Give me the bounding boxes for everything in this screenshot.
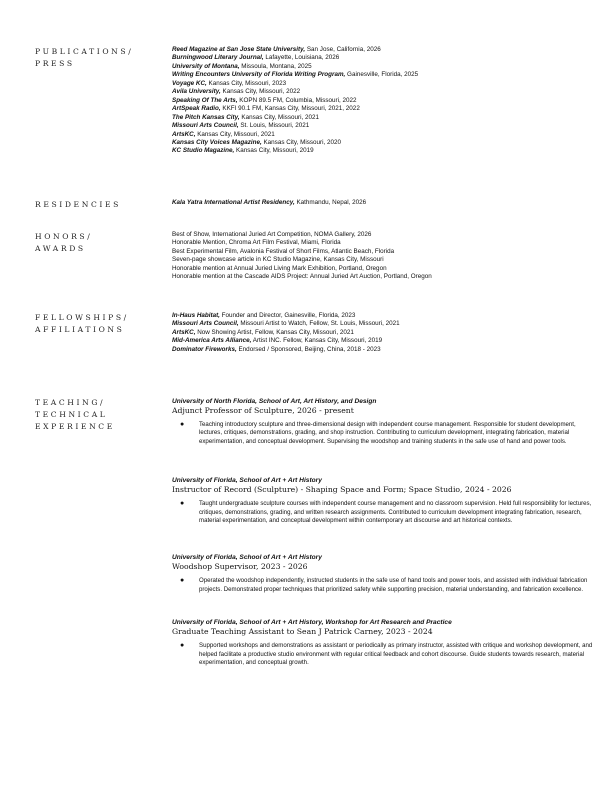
publications-item-name: University of Montana, xyxy=(172,62,240,70)
teaching-entry-description xyxy=(172,421,597,446)
publications-item-detail: Kansas City, Missouri, 2022 xyxy=(220,88,301,96)
publications-item xyxy=(172,88,597,96)
teaching-entry-role: Instructor of Record (Sculpture) - Shaping Space and Form; Space Studio, 2024 - 2026 xyxy=(172,485,512,495)
residencies-heading: RESIDENCIES xyxy=(35,200,121,209)
fellowships-heading: FELLOWSHIPS/ AFFILIATIONS xyxy=(35,313,129,334)
publications-item-name: ArtsKC, xyxy=(172,130,196,138)
fellowships-item xyxy=(172,320,597,328)
teaching-entry xyxy=(172,618,597,667)
bullet-icon: ● xyxy=(180,642,185,650)
teaching-entry-org: University of Florida, School of Art + Art History, Workshop for Art Research and Practice xyxy=(172,619,452,627)
publications-item xyxy=(172,71,597,79)
teaching-entry-description-text: Taught undergraduate sculpture courses with independent course management and no classroom supervision. Held full responsibility for lectures, critiques, demonstrations, grading, and written research assignments. Contributed to curriculum development integrating fabrication, research, material experimentation, and conceptual development within contemporary art discourse and art historical contexts. xyxy=(199,500,592,525)
publications-item-name: KC Studio Magazine, xyxy=(172,147,235,155)
publications-item-name: Speaking Of The Arts, xyxy=(172,96,238,104)
teaching-entry-org: University of Florida, School of Art + Art History xyxy=(172,477,322,485)
honors-item: Honorable Mention, Chroma Art Film Festival, Miami, Florida xyxy=(172,239,341,247)
publications-item-detail: Lafayette, Louisiana, 2026 xyxy=(263,54,340,62)
publications-list xyxy=(172,46,597,156)
fellowships-item xyxy=(172,329,597,337)
fellowships-item-name: Missouri Arts Council, xyxy=(172,320,239,328)
teaching-entry-description-text: Operated the woodshop independently, instructed students in the safe use of hand tools and power tools, and assisted with individual fabrication projects. Demonstrated proper techniques that prioritized safety while supporting precision, material understanding, and fabrication excellence. xyxy=(199,577,588,593)
publications-item-name: Reed Magazine at San Jose State University, xyxy=(172,46,306,53)
teaching-entry-description xyxy=(172,500,597,525)
teaching-entries xyxy=(172,397,597,667)
publications-item xyxy=(172,122,597,130)
teaching-entry-description xyxy=(172,577,597,594)
teaching-entry-role: Woodshop Supervisor, 2023 - 2026 xyxy=(172,562,308,572)
publications-item xyxy=(172,63,597,71)
publications-item-name: Voyage KC, xyxy=(172,79,207,87)
publications-item-detail: St. Louis, Missouri, 2021 xyxy=(238,122,310,130)
publications-item-detail: KOPN 89.5 FM, Columbia, Missouri, 2022 xyxy=(237,96,357,104)
publications-item-detail: Gainesville, Florida, 2025 xyxy=(345,71,419,79)
publications-item-detail: Kansas City, Missouri, 2023 xyxy=(206,79,287,87)
publications-item-name: The Pitch Kansas City, xyxy=(172,113,240,121)
honors-heading: HONORS/ AWARDS xyxy=(35,232,93,253)
publications-item xyxy=(172,147,597,155)
residencies-item-name: Kala Yatra International Artist Residency, xyxy=(172,199,295,206)
honors-list xyxy=(172,231,597,282)
residencies-list xyxy=(172,199,597,207)
honors-item: Honorable mention at the Cascade AIDS Project: Annual Juried Art Auction, Portland, Oregon xyxy=(172,273,432,281)
publications-item-name: Kansas City Voices Magazine, xyxy=(172,138,262,146)
publications-item-name: ArtSpeak Radio, xyxy=(172,105,221,113)
fellowships-item-detail: Now Showing Artist, Fellow, Kansas City, Missouri, 2021 xyxy=(195,328,354,336)
publications-item xyxy=(172,80,597,88)
publications-item xyxy=(172,54,597,62)
teaching-entry-role: Graduate Teaching Assistant to Sean J Patrick Carney, 2023 - 2024 xyxy=(172,627,433,637)
honors-item: Best Experimental Film, Avalonia Festival of Short Films, Atlantic Beach, Florida xyxy=(172,247,395,255)
publications-item-name: Missouri Arts Council, xyxy=(172,122,239,130)
teaching-entry-description xyxy=(172,642,597,667)
bullet-icon: ● xyxy=(180,577,185,585)
teaching-entry-description-text: Supported workshops and demonstrations as assistant or periodically as primary instructor, assisted with critique and workshop development, and helped facilitate a productive studio environment with regular critical feedback and cohort discourse. Guide students towards research, material experimentation, and conceptual growth. xyxy=(199,642,593,667)
fellowships-item xyxy=(172,312,597,320)
fellowships-item-name: In-Haus Habitat, xyxy=(172,312,220,319)
publications-item xyxy=(172,131,597,139)
honors-item: Best of Show, International Juried Art Competition, NOMA Gallery, 2026 xyxy=(172,231,372,238)
publications-item-detail: KKFI 90.1 FM, Kansas City, Missouri, 2021, 2022 xyxy=(220,105,360,113)
teaching-entry-description-text: Teaching introductory sculpture and three-dimensional design with independent course management. Responsible for student development, lectures, critiques, demonstrations, grading, and shop instruction. Contributing to curriculum development, integrating fabrication, material experimentation, and conceptual development. Supervising the woodshop and training students in the safe use of hand and power tools. xyxy=(199,421,576,445)
teaching-heading: TEACHING/ TECHNICAL EXPERIENCE xyxy=(35,398,115,431)
publications-item xyxy=(172,46,597,54)
teaching-entry-role: Adjunct Professor of Sculpture, 2026 - present xyxy=(172,406,354,415)
publications-item-name: Writing Encounters University of Florida Writing Program, xyxy=(172,71,346,79)
publications-item-name: Burningwood Literary Journal, xyxy=(172,54,264,62)
fellowships-item-name: ArtsKC, xyxy=(172,328,196,336)
publications-item-detail: Kansas City, Missouri, 2021 xyxy=(239,113,319,121)
publications-item-detail: San Jose, California, 2026 xyxy=(305,46,381,53)
fellowships-item-detail: Artist INC. Fellow, Kansas City, Missouri, 2019 xyxy=(251,337,383,345)
teaching-entry-org: University of Florida, School of Art + Art History xyxy=(172,554,322,562)
fellowships-item-detail: Endorsed / Sponsored, Beijing, China, 2018 - 2023 xyxy=(236,345,381,353)
publications-item-detail: Kansas City, Missouri, 2020 xyxy=(261,138,342,146)
publications-item-detail: Missoula, Montana, 2025 xyxy=(239,62,312,70)
teaching-entry xyxy=(172,553,597,594)
publications-item xyxy=(172,97,597,105)
teaching-entry-org: University of North Florida, School of Art, Art History, and Design xyxy=(172,398,377,405)
publications-heading: PUBLICATIONS/ PRESS xyxy=(35,47,134,68)
publications-item xyxy=(172,105,597,113)
fellowships-item-name: Dominator Fireworks, xyxy=(172,345,237,353)
fellowships-list xyxy=(172,312,597,354)
residencies-item xyxy=(172,199,597,207)
residencies-item-detail: Kathmandu, Nepal, 2026 xyxy=(294,199,367,206)
fellowships-item-detail: Founder and Director, Gainesville, Florida, 2023 xyxy=(219,312,356,319)
fellowships-item-name: Mid-America Arts Alliance, xyxy=(172,337,252,345)
teaching-entry xyxy=(172,397,597,446)
fellowships-item-detail: Missouri Artist to Watch, Fellow, St. Louis, Missouri, 2021 xyxy=(238,320,400,328)
fellowships-item xyxy=(172,337,597,345)
publications-item xyxy=(172,114,597,122)
teaching-entry xyxy=(172,476,597,525)
publications-item xyxy=(172,139,597,147)
honors-item: Honorable mention at Annual Juried Living Mark Exhibition, Portland, Oregon xyxy=(172,264,387,272)
publications-item-detail: Kansas City, Missouri, 2021 xyxy=(195,130,275,138)
bullet-icon: ● xyxy=(180,500,185,508)
honors-item: Seven-page showcase article in KC Studio Magazine, Kansas City, Missouri xyxy=(172,256,384,264)
bullet-icon: ● xyxy=(180,421,185,428)
fellowships-item xyxy=(172,346,597,354)
publications-item-name: Avila University, xyxy=(172,88,221,96)
publications-item-detail: Kansas City, Missouri, 2019 xyxy=(234,147,314,155)
